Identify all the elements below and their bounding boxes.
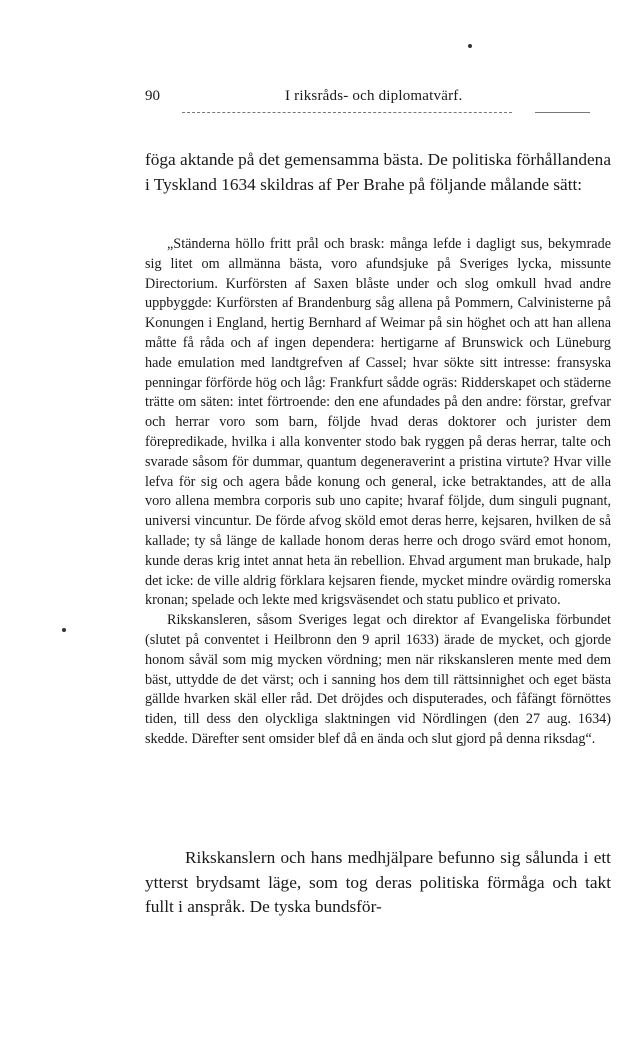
- header-rule: [182, 112, 512, 113]
- intro-text: föga aktande på det gemensamma bästa. De politiska förhållandena i Tyskland 1634 skildras af Per Brahe på följande målande sätt:: [145, 150, 611, 194]
- quote-paragraph-2: Rikskansleren, såsom Sveriges legat och direktor af Evangeliska förbundet (slutet på conventet i Heilbronn den 9 april 1633) ärade de mycket, och gjorde honom såväl som mig mycken vördning; men när rikskansleren mente med dem bäst, uttydde de det värst; och i sanning hos dem till rättsinnighet och eget bästa gällde hvarken skäl eller råd. Det dröjdes och disputerades, och fåfängt förnöttes tiden, till dess den olyckliga slaktningen vid Nördlingen (den 27 aug. 1634) skedde. Därefter sent omsider blef då en ända och slut gjord på denna riksdag“.: [145, 612, 611, 747]
- block-quote: [145, 235, 611, 750]
- page-number: 90: [145, 88, 160, 104]
- intro-paragraph: [145, 148, 611, 197]
- quote-paragraph-1: „Ständerna höllo fritt prål och brask: många lefde i dagligt sus, bekymrade sig litet om allmänna bästa, voro afundsjuke på Sveriges lycka, missunte Directorium. Kurförsten af Saxen blåste under och slog omkull hvad andre uppbyggde: Kurförsten af Brandenburg såg allena på Pommern, Calvinisterne på Konungen i England, hertig Bernhard af Weimar på sin höghet och att han allena måtte få råda och af ingen dependera: hertigarne af Brunswick och Lüneburg hade emulation med landtgrefven af Cassel; hvar sökte sitt intresse: fransyska penningar förförde hög och låg: Frankfurt sådde ogräs: Ridderskapet och städerne trätte om säten: intet förtroende: den ene afundades på den andre: förstar, grefvar och herrar voro som barn, följde hvad deras doktorer och jurister dem förepredikade, hvilka i alla konventer stodo bak ryggen på deras herrar, talte och svarade såsom för dummar, quantum degeneraverint a pristina virtute? Hvar ville lefva för sig och agera både konung och general, icke betraktandes, att de alla voro allena membra corporis sub uno capite; hvaraf följde, dum singuli pugnant, universi vincuntur. De förde afvog sköld emot deras herre, kejsaren, hvilken de så kallade; ty så länge de kallade honom deras herre och drogo svärd emot honom, kunde deras krig intet annat heta än rebellion. Ehvad argument man brukade, halp det icke: de ville aldrig förklara kejsaren fiende, mycket mindre ovärdig romerska kronan; spelade och lekte med krigsväsendet och statu publico et privato.: [145, 236, 611, 609]
- running-head: [145, 88, 615, 110]
- closing-text: Rikskanslern och hans medhjälpare befunno sig sålunda i ett ytterst brydsamt läge, som tog deras politiska förmåga och takt fullt i anspråk. De tyska bundsför-: [145, 848, 611, 916]
- print-speck: [468, 44, 472, 48]
- header-rule-right: [535, 112, 590, 113]
- print-speck: [62, 628, 66, 632]
- closing-paragraph: [145, 846, 611, 920]
- running-title: I riksråds- och diplomatvärf.: [285, 88, 463, 104]
